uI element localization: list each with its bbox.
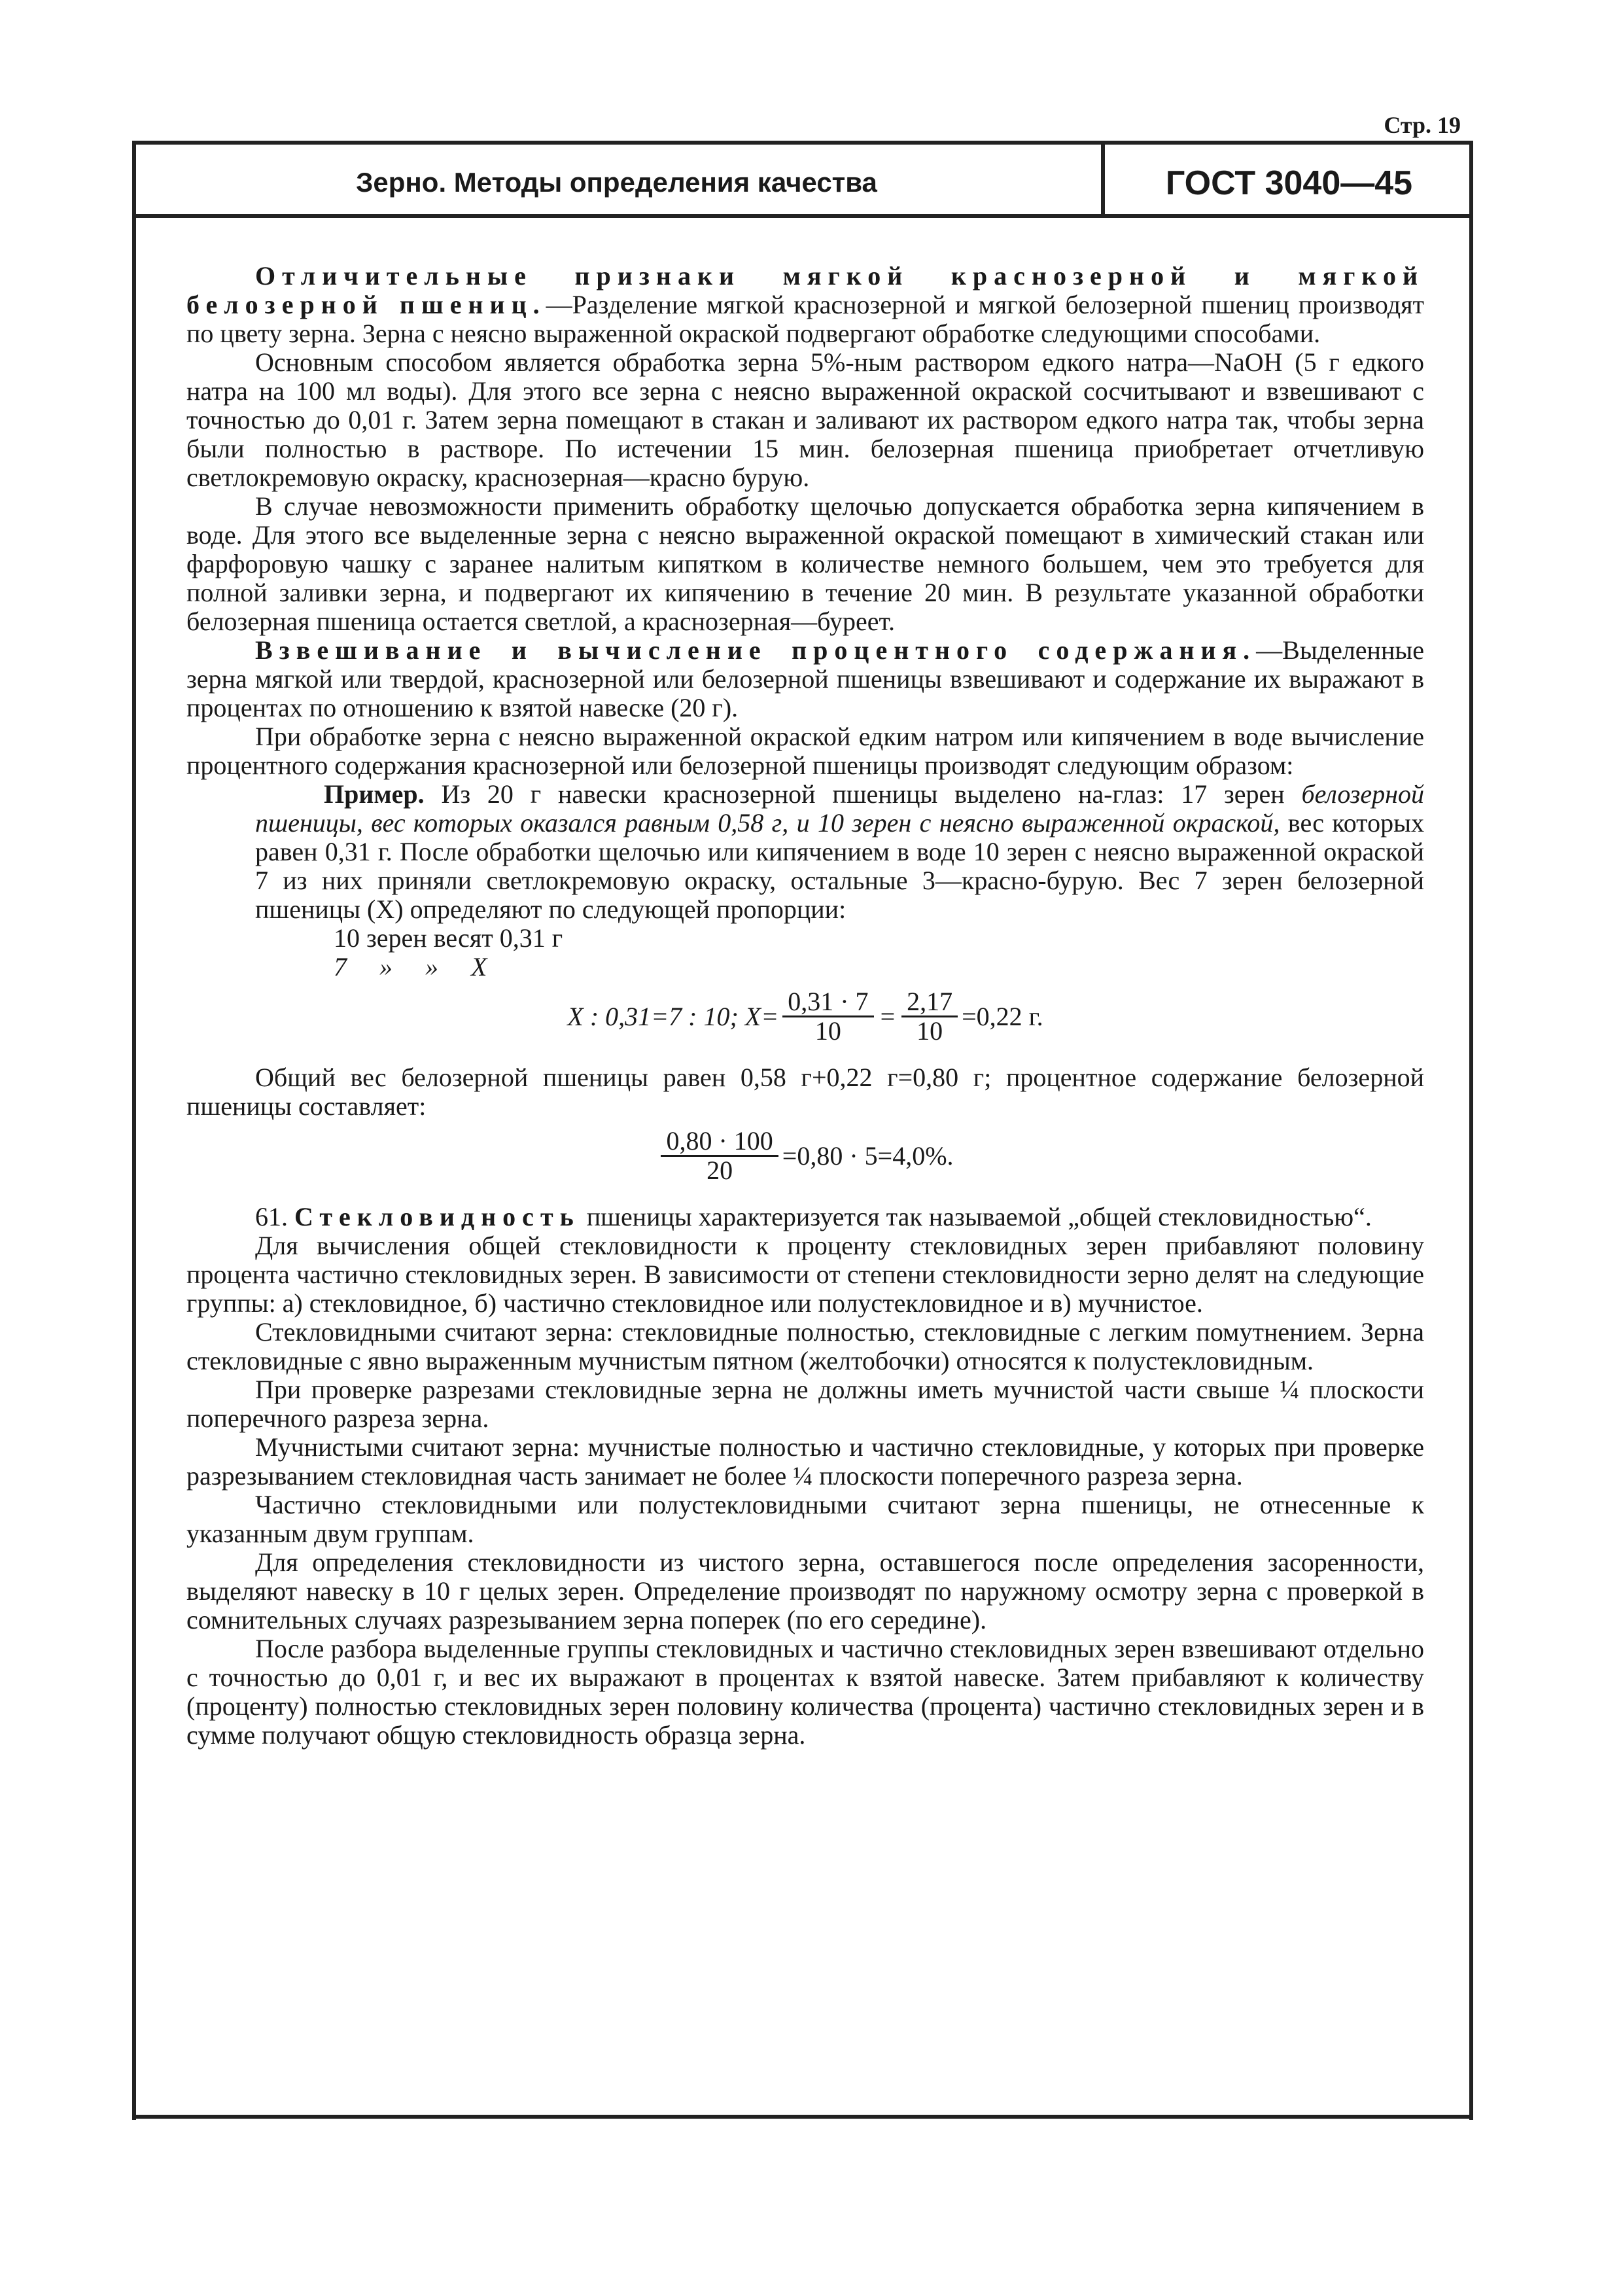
formula-percentage [186, 1127, 1424, 1184]
paragraph: Для определения стекловидности из чистого зерна, оставшегося после определения засоренности, выделяют навеску в 10 г целых зерен. Определение производят по наружному осмотру зерна с проверкой в сомнительных случаях разрезыванием зерна поперек (по его середине). [186, 1547, 1424, 1634]
fraction-denominator: 10 [916, 1016, 943, 1046]
page-frame-left [132, 141, 136, 2120]
formula-result: =0,22 г. [962, 1001, 1043, 1031]
standard-number: ГОСТ 3040—45 [1165, 164, 1413, 202]
fraction [782, 988, 873, 1045]
proportion-line: 10 зерен весят 0,31 г [334, 923, 563, 953]
paragraph [186, 636, 1424, 722]
fraction-numerator: 2,17 [901, 988, 958, 1017]
section-heading: Стекловидность [294, 1202, 580, 1231]
example-text-italic: белозерной пшеницы, вес которых оказался равным 0,58 г, и 10 зерен с неясно выраженной окраской, [255, 779, 1424, 838]
paragraph: В случае невозможности применить обработку щелочью допускается обработка зерна кипячением в воде. Для этого все выделенные зерна с неясно выраженной окраской помещают в химический стакан или фарфоровую чашку с заранее налитым кипятком в количестве немного большем, чем это требуется для полной заливки зерна, и подвергают их кипячению в течение 20 мин. В результате указанной обработки белозерная пшеница остается светлой, а краснозерная—буреет. [186, 491, 1424, 636]
paragraph: Мучнистыми считают зерна: мучнистые полностью и частично стекловидные, у которых при проверке разрезыванием стекловидная часть занимает не более ¼ плоскости поперечного разреза зерна. [186, 1432, 1424, 1491]
paragraph: Основным способом является обработка зерна 5%-ным раствором едкого натра—NaOH (5 г едкого натра на 100 мл воды). Для этого все зерна с неясно выраженной окраской сосчитывают и взвешивают с точностью до 0,01 г. Затем зерна помещают в стакан и заливают их раствором едкого натра так, чтобы зерна были полностью в растворе. По истечении 15 мин. белозерная пшеница приобретает отчетливую светлокремовую окраску, краснозерная—красно бурую. [186, 347, 1424, 492]
section-heading: Отличительные признаки мягкой краснозерной и мягкой белозерной пшениц. [186, 261, 1424, 319]
fraction [901, 988, 958, 1045]
paragraph: При проверке разрезами стекловидные зерна не должны иметь мучнистой части свыше ¼ плоскости поперечного разреза зерна. [186, 1375, 1424, 1433]
page-frame-bottom [132, 2115, 1473, 2119]
paragraph [186, 1203, 1424, 1231]
example-text: вес которых равен 0,31 г. После обработки щелочью или кипячением в воде 10 зерен с неясно выраженной окраской 7 из них приняли светлокремовую окраску, остальные 3—красно-бурую. Вес 7 зерен белозерной пшеницы (X) определяют по следующей пропорции: [255, 808, 1424, 924]
page-frame-right [1469, 141, 1473, 2120]
proportion-block [186, 924, 1424, 981]
paragraph: Стекловидными считают зерна: стекловидные полностью, стекловидные с легким помутнением. Зерна стекловидные с явно выраженным мучнистым пятном (желтобочки) относятся к полустекловидным. [186, 1317, 1424, 1375]
formula-proportion [186, 988, 1424, 1045]
fraction-numerator: 0,80 · 100 [661, 1127, 778, 1157]
paragraph-text: —Разделение мягкой краснозерной и мягкой белозерной пшениц производят по цвету зерна. Зерна с неясно выраженной окраской подвергают обработке следующими способами. [186, 290, 1424, 348]
equals-sign: = [880, 1001, 896, 1031]
proportion-line: 7 » » X [334, 952, 487, 981]
paragraph: Частично стекловидными или полустекловидными считают зерна пшеницы, не отнесенные к указанным двум группам. [186, 1490, 1424, 1548]
document-body [186, 262, 1424, 1750]
example-text: Из 20 г навески краснозерной пшеницы выделено на-глаз: 17 зерен [424, 779, 1302, 809]
paragraph: Для вычисления общей стекловидности к проценту стекловидных зерен прибавляют половину процента частично стекловидных зерен. В зависимости от степени стекловидности зерно делят на следующие группы: а) стекловидное, б) частично стекловидное или полустекловидное и в) мучнистое. [186, 1231, 1424, 1318]
paragraph: Общий вес белозерной пшеницы равен 0,58 г+0,22 г=0,80 г; процентное содержание белозерной пшеницы составляет: [186, 1063, 1424, 1121]
page-number: Стр. 19 [1384, 112, 1461, 138]
section-heading: Взвешивание и вычисление процентного содержания. [255, 635, 1257, 665]
paragraph-text: пшеницы характеризуется так называемой „общей стекловидностью“. [580, 1202, 1372, 1231]
example-paragraph [255, 780, 1424, 924]
clause-number: 61. [255, 1202, 288, 1231]
paragraph: При обработке зерна с неясно выраженной окраской едким натром или кипячением в воде вычисление процентного содержания краснозерной или белозерной пшеницы производят следующим образом: [186, 722, 1424, 780]
fraction-denominator: 20 [707, 1156, 733, 1185]
example-label: Пример. [324, 779, 425, 809]
fraction-denominator: 10 [814, 1016, 841, 1046]
paragraph: После разбора выделенные группы стекловидных и частично стекловидных зерен взвешивают отдельно с точностью до 0,01 г, и вес их выражают в процентах к взятой навеске. Затем прибавляют к количеству (проценту) полностью стекловидных зерен половину количества (процента) частично стекловидных зерен и в сумме получают общую стекловидность образца зерна. [186, 1634, 1424, 1750]
fraction [661, 1127, 778, 1184]
paragraph-text: —Выделенные зерна мягкой или твердой, краснозерной или белозерной пшеницы взвешивают и содержание их выражают в процентах по отношению к взятой навеске (20 г). [186, 635, 1424, 722]
fraction-numerator: 0,31 · 7 [782, 988, 873, 1017]
example-block [186, 780, 1424, 924]
paragraph [186, 262, 1424, 348]
document-title: Зерно. Методы определения качества [356, 167, 877, 198]
formula-result: =0,80 · 5=4,0%. [782, 1140, 954, 1171]
formula-left: X : 0,31=7 : 10; X= [567, 1001, 779, 1031]
